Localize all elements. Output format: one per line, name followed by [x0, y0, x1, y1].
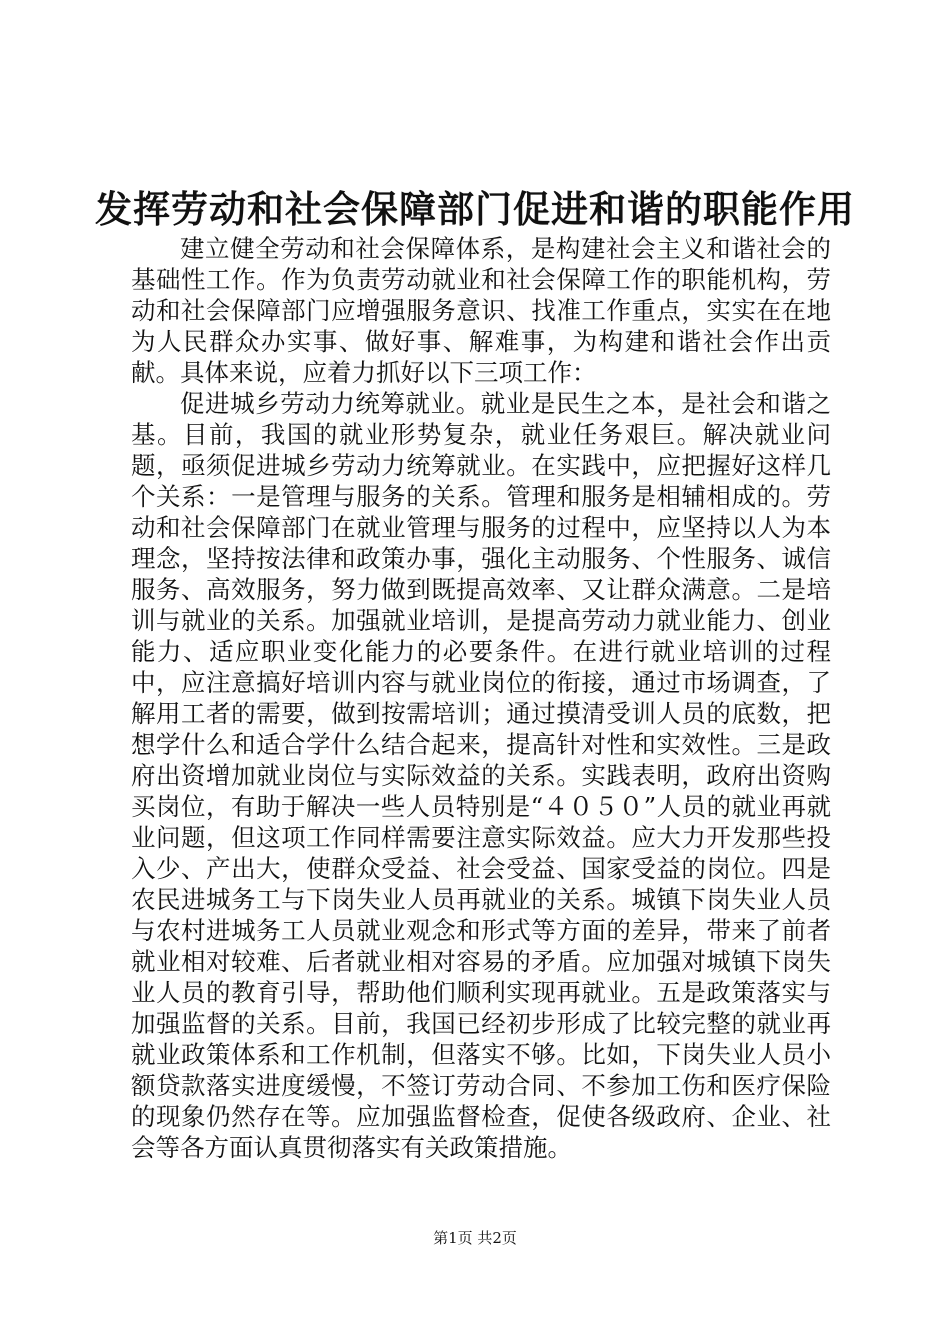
document-body [131, 233, 831, 1163]
paragraph-intro: 建立健全劳动和社会保障体系，是构建社会主义和谐社会的基础性工作。作为负责劳动就业和社会保障工作的职能机构，劳动和社会保障部门应增强服务意识、找准工作重点，实实在在地为人民群众办实事、做好事、解难事，为构建和谐社会作出贡献。具体来说，应着力抓好以下三项工作： [131, 234, 831, 387]
page-number-footer: 第1页 共2页 [433, 1229, 517, 1247]
document-title: 发挥劳动和社会保障部门促进和谐的职能作用 [95, 187, 855, 231]
paragraph-employment: 促进城乡劳动力统筹就业。就业是民生之本，是社会和谐之基。目前，我国的就业形势复杂，就业任务艰巨。解决就业问题，亟须促进城乡劳动力统筹就业。在实践中，应把握好这样几个关系：一是管理与服务的关系。管理和服务是相辅相成的。劳动和社会保障部门在就业管理与服务的过程中，应坚持以人为本理念，坚持按法律和政策办事，强化主动服务、个性服务、诚信服务、高效服务，努力做到既提高效率、又让群众满意。二是培训与就业的关系。加强就业培训，是提高劳动力就业能力、创业能力、适应职业变化能力的必要条件。在进行就业培训的过程中，应注意搞好培训内容与就业岗位的衔接，通过市场调查，了解用工者的需要，做到按需培训；通过摸清受训人员的底数，把想学什么和适合学什么结合起来，提高针对性和实效性。三是政府出资增加就业岗位与实际效益的关系。实践表明，政府出资购买岗位，有助于解决一些人员特别是“４０５０”人员的就业再就业问题，但这项工作同样需要注意实际效益。应大力开发那些投入少、产出大，使群众受益、社会受益、国家受益的岗位。四是农民进城务工与下岗失业人员再就业的关系。城镇下岗失业人员与农村进城务工人员就业观念和形式等方面的差异，带来了前者就业相对较难、后者就业相对容易的矛盾。应加强对城镇下岗失业人员的教育引导，帮助他们顺利实现再就业。五是政策落实与加强监督的关系。目前，我国已经初步形成了比较完整的就业再就业政策体系和工作机制，但落实不够。比如，下岗失业人员小额贷款落实进度缓慢，不签订劳动合同、不参加工伤和医疗保险的现象仍然存在等。应加强监督检查，促使各级政府、企业、社会等各方面认真贯彻落实有关政策措施。 [131, 389, 831, 1162]
